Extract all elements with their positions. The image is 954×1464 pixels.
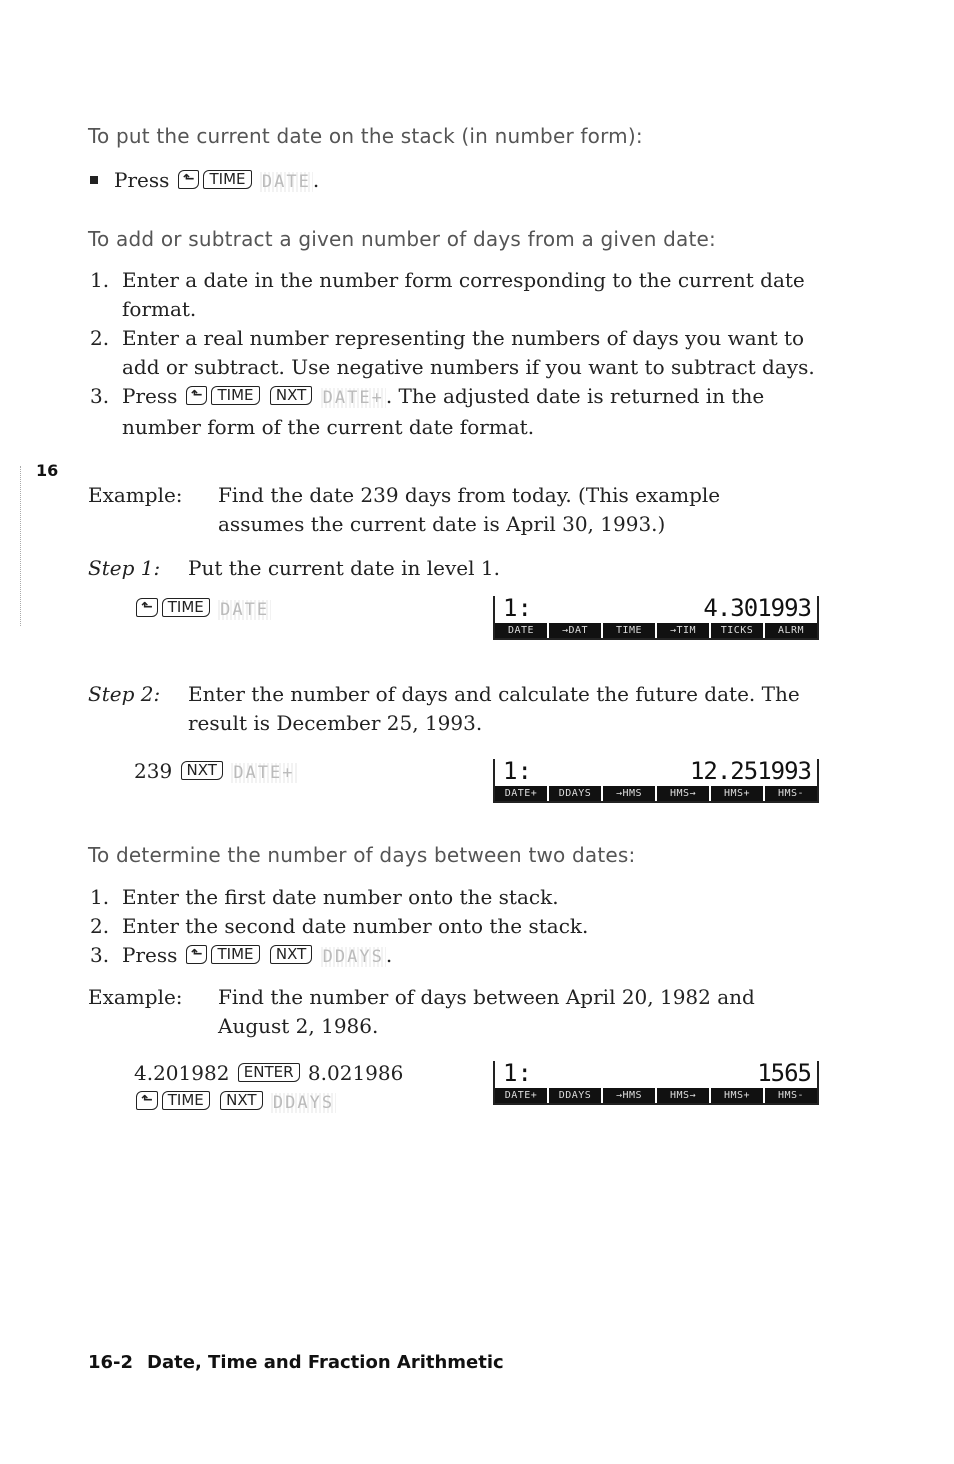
step2-text: Enter the number of days and calculate the future date. The result is December 25, 1993. bbox=[188, 682, 800, 735]
menu-key: DATE+ bbox=[495, 786, 547, 801]
press-label: Press bbox=[114, 168, 170, 192]
menu-key: →HMS bbox=[603, 1088, 655, 1103]
left-shift-key-icon: ⬑ bbox=[136, 1091, 158, 1110]
menu-key: →DAT bbox=[549, 623, 601, 638]
nxt-key: NXT bbox=[181, 761, 223, 780]
menu-key: HMS+ bbox=[711, 1088, 763, 1103]
example-keystrokes-line2 bbox=[134, 1087, 336, 1118]
menu-key: HMS+ bbox=[711, 786, 763, 801]
menu-key: →HMS bbox=[603, 786, 655, 801]
time-key: TIME bbox=[211, 386, 259, 405]
section3-steps bbox=[90, 883, 830, 972]
list-item: 1. Enter a date in the number form corresponding to the current date format. bbox=[90, 268, 805, 321]
section1-heading: To put the current date on the stack (in number form): bbox=[88, 124, 643, 148]
time-key: TIME bbox=[211, 945, 259, 964]
stack-value: 4.301993 bbox=[703, 594, 811, 622]
stack-value: 1565 bbox=[757, 1059, 811, 1087]
page-number: 16-2 bbox=[88, 1352, 134, 1373]
date-softkey: DATE bbox=[220, 600, 270, 620]
stack-level: 1: bbox=[503, 594, 532, 622]
ddays-softkey: DDAYS bbox=[272, 1093, 335, 1113]
step1-keystrokes bbox=[134, 594, 271, 625]
step2-keystrokes: 239 NXT DATE+ bbox=[134, 759, 295, 783]
menu-key: HMS- bbox=[765, 786, 817, 801]
chapter-title: Date, Time and Fraction Arithmetic bbox=[147, 1352, 504, 1373]
section3-heading: To determine the number of days between two dates: bbox=[88, 843, 636, 867]
stack-level: 1: bbox=[503, 1059, 532, 1087]
menu-key: DATE+ bbox=[495, 1088, 547, 1103]
step1-label: Step 1: bbox=[88, 556, 161, 580]
left-shift-key-icon: ⬑ bbox=[136, 598, 158, 617]
list-item: 2. Enter the second date number onto the stack. bbox=[90, 914, 589, 938]
stack-level: 1: bbox=[503, 757, 532, 785]
list-item: 2. Enter a real number representing the numbers of days you want to add or subtract. Use negative numbers if you want to subtract days. bbox=[90, 326, 815, 379]
nxt-key: NXT bbox=[270, 386, 312, 405]
softkey-menu bbox=[495, 623, 817, 640]
menu-key: ALRM bbox=[765, 623, 817, 638]
list-item: 1. Enter the first date number onto the stack. bbox=[90, 885, 559, 909]
date-plus-softkey: DATE+ bbox=[322, 388, 384, 408]
time-key: TIME bbox=[162, 598, 210, 617]
menu-key: HMS- bbox=[765, 1088, 817, 1103]
softkey-menu bbox=[495, 1088, 817, 1105]
menu-key: →TIM bbox=[657, 623, 709, 638]
menu-key: DDAYS bbox=[549, 1088, 601, 1103]
calculator-screen-3 bbox=[493, 1061, 819, 1105]
date-softkey: DATE bbox=[261, 172, 311, 192]
nxt-key: NXT bbox=[220, 1091, 262, 1110]
menu-key: DATE bbox=[495, 623, 547, 638]
time-key: TIME bbox=[162, 1091, 210, 1110]
nxt-key: NXT bbox=[270, 945, 312, 964]
section1-bullet-line: Press ⬑ TIME DATE . bbox=[90, 166, 319, 197]
step1-text: Put the current date in level 1. bbox=[188, 556, 500, 580]
list-item: 3. Press ⬑ TIME NXT DATE+ . The adjusted date is returned in the number form of the current date format. bbox=[90, 384, 765, 439]
chapter-tab: 16 bbox=[36, 461, 59, 480]
left-shift-key-icon: ⬑ bbox=[186, 945, 208, 964]
ddays-softkey: DDAYS bbox=[322, 947, 384, 967]
stack-value: 12.251993 bbox=[689, 757, 811, 785]
time-key: TIME bbox=[203, 170, 251, 189]
example-label: Example: bbox=[88, 483, 183, 507]
example-label: Example: bbox=[88, 985, 183, 1009]
menu-key: HMS→ bbox=[657, 1088, 709, 1103]
menu-key: HMS→ bbox=[657, 786, 709, 801]
calculator-screen-1 bbox=[493, 596, 819, 640]
date-plus-softkey: DATE+ bbox=[233, 763, 295, 783]
calculator-screen-2 bbox=[493, 759, 819, 803]
menu-key: TICKS bbox=[711, 623, 763, 638]
section2-steps bbox=[90, 266, 830, 442]
list-item: 3. Press ⬑ TIME NXT DDAYS . bbox=[90, 943, 393, 967]
example-keystrokes-line1: 4.201982 ENTER 8.021986 bbox=[134, 1061, 404, 1085]
menu-key: DDAYS bbox=[549, 786, 601, 801]
menu-key: TIME bbox=[603, 623, 655, 638]
step2-label: Step 2: bbox=[88, 682, 161, 706]
bullet-icon bbox=[90, 176, 98, 184]
chapter-tab-line bbox=[20, 466, 22, 626]
section2-heading: To add or subtract a given number of days from a given date: bbox=[88, 227, 716, 251]
example-text: Find the number of days between April 20, 1982 and August 2, 1986. bbox=[218, 985, 755, 1038]
example-text: Find the date 239 days from today. (This example assumes the current date is April 30, 1993.) bbox=[218, 483, 721, 536]
page-footer bbox=[88, 1352, 504, 1373]
softkey-menu bbox=[495, 786, 817, 803]
left-shift-key-icon: ⬑ bbox=[178, 170, 200, 189]
enter-key: ENTER bbox=[238, 1063, 300, 1082]
left-shift-key-icon: ⬑ bbox=[186, 386, 208, 405]
